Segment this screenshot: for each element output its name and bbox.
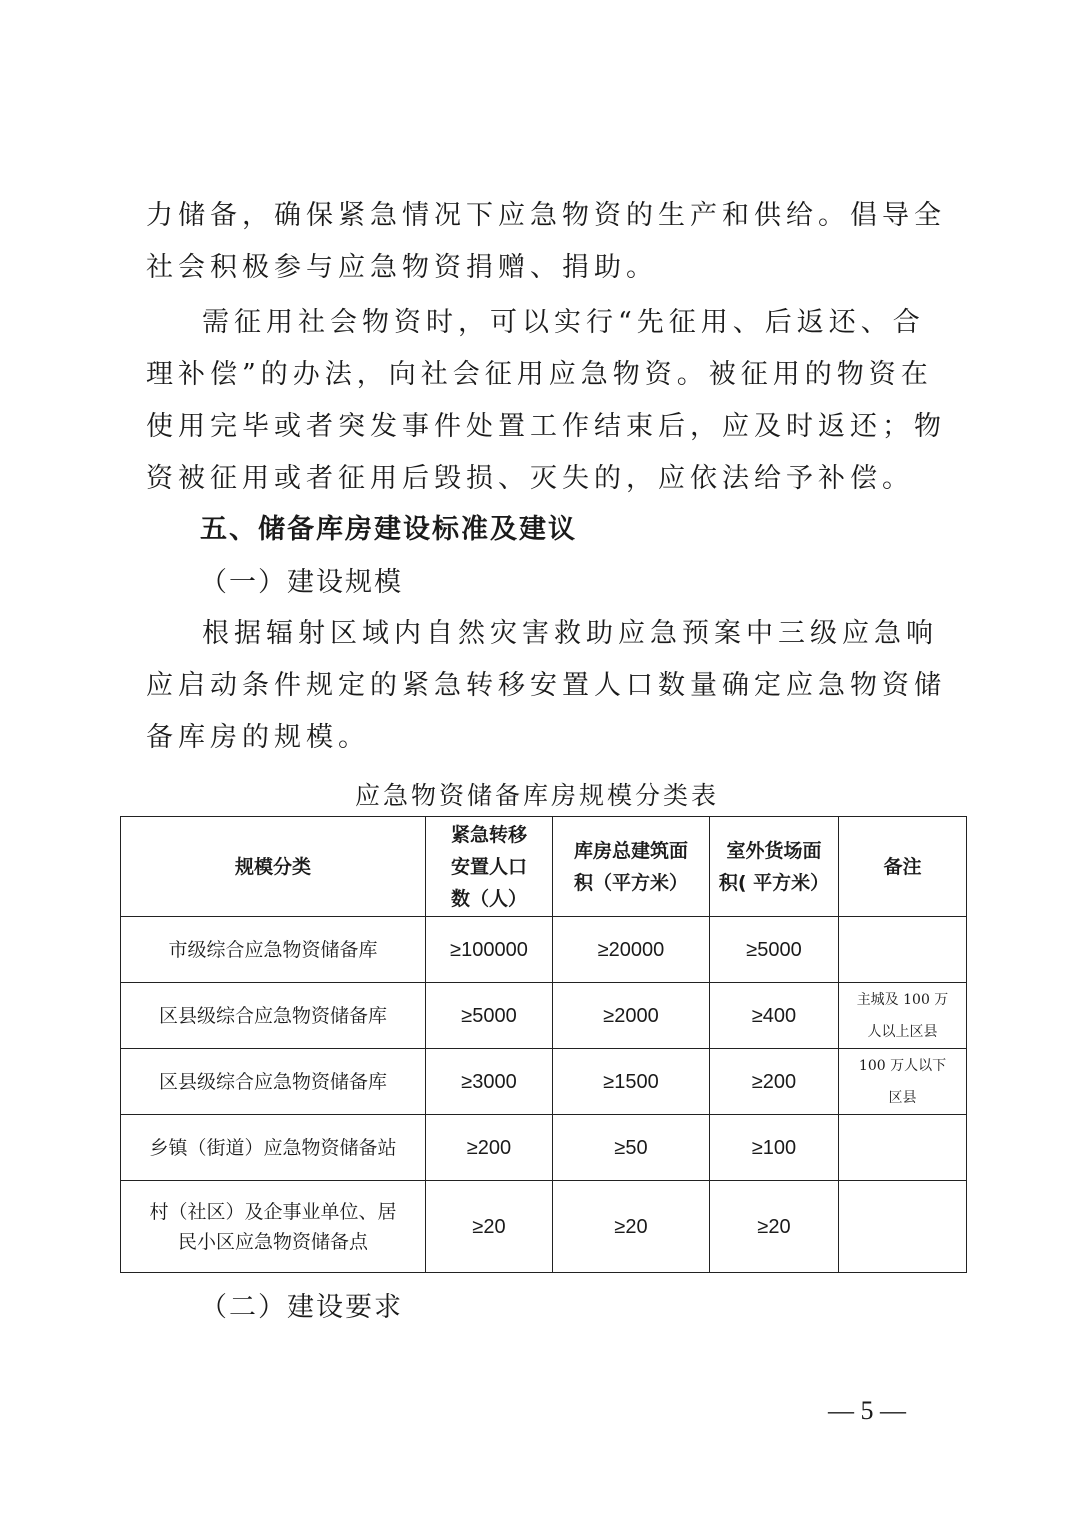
cell-yard-area: ≥20 — [710, 1181, 839, 1273]
cell-population: ≥200 — [426, 1115, 553, 1181]
cell-category: 区县级综合应急物资储备库 — [121, 1049, 426, 1115]
cell-category: 乡镇（街道）应急物资储备站 — [121, 1115, 426, 1181]
cell-building-area: ≥20000 — [553, 917, 710, 983]
cell-note — [839, 917, 967, 983]
page-number: — 5 — — [828, 1396, 906, 1425]
header-population: 紧急转移 安置人口 数（人） — [426, 817, 553, 917]
paragraph-scale: 根据辐射区域内自然灾害救助应急预案中三级应急响应启动条件规定的紧急转移安置人口数量确定应急物资储备库房的规模。 — [146, 618, 946, 753]
paragraph-reserve-end: 力储备，确保紧急情况下应急物资的生产和供给。倡导全社会积极参与应急物资捐赠、捐助。 — [146, 200, 946, 283]
table-header-row — [121, 817, 967, 917]
header-note: 备注 — [839, 817, 967, 917]
sub-heading-scale: （一）建设规模 — [200, 567, 403, 598]
cell-category: 村（社区）及企事业单位、居 民小区应急物资储备点 — [121, 1181, 426, 1273]
table-caption: 应急物资储备库房规模分类表 — [354, 781, 719, 810]
header-yard-area: 室外货场面 积( 平方米） — [710, 817, 839, 917]
header-building-area: 库房总建筑面 积（平方米） — [553, 817, 710, 917]
cell-yard-area: ≥5000 — [710, 917, 839, 983]
cell-note — [839, 1181, 967, 1273]
cell-category: 市级综合应急物资储备库 — [121, 917, 426, 983]
cell-population: ≥20 — [426, 1181, 553, 1273]
cell-population: ≥100000 — [426, 917, 553, 983]
cell-note — [839, 1115, 967, 1181]
sub-heading-requirements: （二）建设要求 — [200, 1292, 403, 1323]
table-row — [121, 983, 967, 1049]
cell-building-area: ≥2000 — [553, 983, 710, 1049]
cell-population: ≥5000 — [426, 983, 553, 1049]
cell-note: 100 万人以下 区县 — [839, 1049, 967, 1115]
cell-category: 区县级综合应急物资储备库 — [121, 983, 426, 1049]
cell-yard-area: ≥200 — [710, 1049, 839, 1115]
cell-yard-area: ≥400 — [710, 983, 839, 1049]
scale-table — [120, 816, 967, 1273]
header-category: 规模分类 — [121, 817, 426, 917]
table-row — [121, 1115, 967, 1181]
cell-yard-area: ≥100 — [710, 1115, 839, 1181]
section-heading: 五、储备库房建设标准及建议 — [200, 514, 577, 545]
cell-building-area: ≥1500 — [553, 1049, 710, 1115]
cell-population: ≥3000 — [426, 1049, 553, 1115]
cell-building-area: ≥50 — [553, 1115, 710, 1181]
table-row — [121, 917, 967, 983]
cell-building-area: ≥20 — [553, 1181, 710, 1273]
paragraph-requisition: 需征用社会物资时，可以实行“先征用、后返还、合理补偿”的办法，向社会征用应急物资。被征用的物资在使用完毕或者突发事件处置工作结束后，应及时返还；物资被征用或者征用后毁损、灭失的，应依法给予补偿。 — [146, 307, 946, 494]
table-row — [121, 1049, 967, 1115]
cell-note: 主城及 100 万 人以上区县 — [839, 983, 967, 1049]
table-row — [121, 1181, 967, 1273]
